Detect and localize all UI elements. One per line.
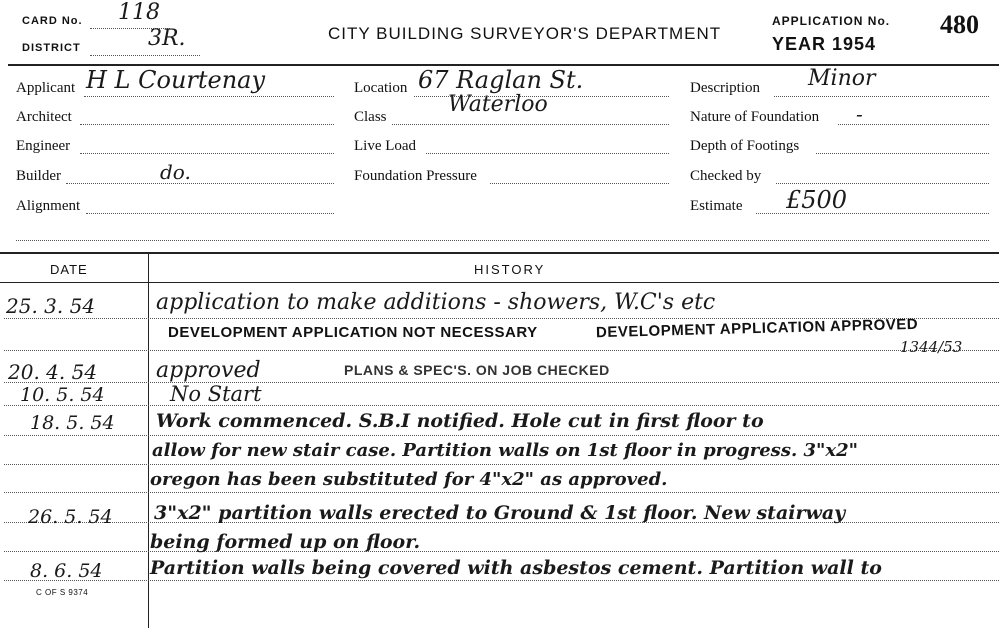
depth-of-footings-label: Depth of Footings	[690, 138, 800, 154]
entry-text: Partition walls being covered with asbestos cement. Partition wall to	[150, 557, 882, 579]
stamp-plans-checked: PLANS & SPEC'S. ON JOB CHECKED	[344, 362, 610, 378]
applicant-value: H L Courtenay	[86, 66, 266, 94]
entry-text: Work commenced. S.B.I notified. Hole cut in first floor to	[156, 410, 764, 432]
entry-text: approved	[156, 358, 261, 383]
location-value: 67 Raglan St.	[418, 66, 584, 94]
alignment-label: Alignment	[16, 198, 81, 214]
depth-of-footings-line	[816, 153, 989, 154]
class-value: Waterloo	[448, 92, 548, 117]
builder-label: Builder	[16, 168, 61, 184]
stamp-approved: DEVELOPMENT APPLICATION APPROVED	[595, 315, 919, 342]
class-label: Class	[354, 109, 387, 125]
live-load-line	[426, 153, 669, 154]
checked-by-line	[776, 183, 989, 184]
nature-of-foundation-label: Nature of Foundation	[690, 109, 820, 125]
entry-text: allow for new stair case. Partition walls on 1st floor in progress. 3"x2"	[152, 440, 859, 461]
district-line	[90, 55, 200, 56]
card-no-label: CARD No.	[22, 15, 83, 27]
history-line	[4, 350, 999, 351]
entry-text: being formed up on floor.	[150, 531, 421, 553]
entry-text: No Start	[170, 382, 262, 406]
history-line	[4, 492, 999, 493]
estimate-label: Estimate	[690, 198, 743, 214]
entry-date: 20. 4. 54	[8, 360, 98, 384]
live-load-label: Live Load	[354, 138, 417, 154]
description-label: Description	[690, 80, 760, 96]
alignment-line	[86, 213, 334, 214]
application-no-value: 480	[940, 10, 979, 39]
builder-line	[66, 183, 334, 184]
history-line	[4, 435, 999, 436]
department-title: CITY BUILDING SURVEYOR'S DEPARTMENT	[328, 24, 722, 43]
district-value: 3R.	[148, 26, 186, 51]
year-label: YEAR 1954	[772, 34, 877, 54]
date-header: DATE	[50, 262, 88, 277]
entry-text: application to make additions - showers, W.C's etc	[156, 290, 716, 315]
estimate-line	[756, 213, 989, 214]
history-line	[4, 405, 999, 406]
date-column-divider	[148, 254, 149, 628]
entry-text: oregon has been substituted for 4"x2" as approved.	[150, 469, 668, 490]
applicant-line	[84, 96, 334, 97]
stamp-not-necessary: DEVELOPMENT APPLICATION NOT NECESSARY	[168, 324, 538, 341]
checked-by-label: Checked by	[690, 168, 762, 184]
entry-date: 26. 5. 54	[28, 506, 113, 528]
architect-label: Architect	[16, 109, 72, 125]
history-line	[4, 580, 999, 581]
nature-of-foundation-line	[838, 124, 989, 125]
history-line	[4, 382, 999, 383]
architect-line	[80, 124, 334, 125]
foundation-pressure-line	[490, 183, 669, 184]
builder-value: do.	[160, 160, 191, 184]
application-no-label: APPLICATION No.	[772, 14, 891, 28]
entry-date: 8. 6. 54	[30, 560, 103, 582]
engineer-line	[80, 153, 334, 154]
foundation-pressure-label: Foundation Pressure	[354, 168, 477, 184]
history-line	[4, 464, 999, 465]
history-header: HISTORY	[474, 262, 546, 277]
entry-text: 3"x2" partition walls erected to Ground & 1st floor. New stairway	[154, 502, 846, 524]
entry-date: 25. 3. 54	[6, 294, 96, 318]
description-value: Minor	[808, 66, 876, 91]
district-label: DISTRICT	[22, 42, 81, 54]
stamp-approved-ref: 1344/53	[900, 338, 963, 356]
fields-bottom-line	[16, 240, 989, 241]
history-top-border	[0, 252, 999, 254]
description-line	[774, 96, 989, 97]
entry-date: 10. 5. 54	[20, 384, 105, 406]
class-line	[392, 124, 669, 125]
card-no-value: 118	[118, 0, 160, 25]
engineer-label: Engineer	[16, 138, 71, 154]
entry-date: 18. 5. 54	[30, 412, 115, 434]
nature-of-foundation-value: -	[856, 102, 863, 126]
form-code: C OF S 9374	[36, 588, 89, 597]
history-header-divider	[0, 282, 999, 283]
applicant-label: Applicant	[16, 80, 76, 96]
location-label: Location	[354, 80, 408, 96]
estimate-value: £500	[786, 186, 848, 214]
